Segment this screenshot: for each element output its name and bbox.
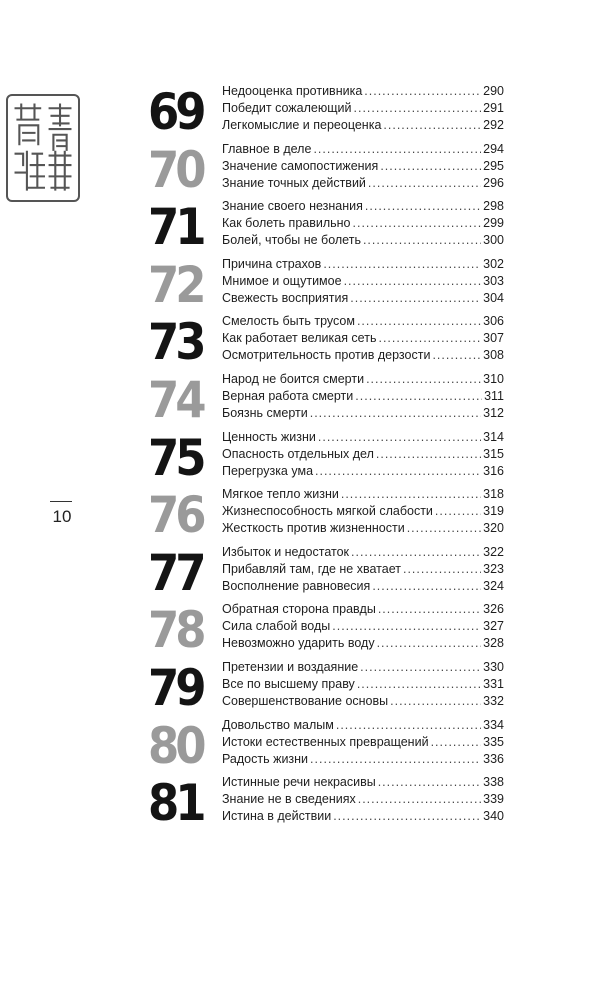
toc-entry-page: 323 bbox=[483, 561, 504, 576]
toc-entry[interactable] bbox=[222, 618, 504, 635]
toc-entry[interactable] bbox=[222, 659, 504, 676]
toc-entry-title: Сила слабой воды bbox=[222, 619, 331, 634]
dot-leader bbox=[363, 232, 481, 249]
toc-entry[interactable] bbox=[222, 429, 504, 446]
toc-entry-title: Смелость быть трусом bbox=[222, 314, 355, 329]
toc-entry-title: Как болеть правильно bbox=[222, 216, 351, 231]
dot-leader bbox=[315, 463, 481, 480]
toc-entry[interactable] bbox=[222, 635, 504, 652]
toc-entry-title: Довольство малым bbox=[222, 717, 334, 732]
dot-leader bbox=[368, 175, 481, 192]
toc-entry-page: 304 bbox=[483, 290, 504, 305]
toc-entry[interactable] bbox=[222, 486, 504, 503]
toc-entry[interactable] bbox=[222, 256, 504, 273]
toc-entry-title: Знание точных действий bbox=[222, 175, 366, 190]
chapter-number: 77 bbox=[148, 543, 203, 602]
dot-leader bbox=[336, 717, 481, 734]
toc-entry-page: 314 bbox=[483, 429, 504, 444]
dot-leader bbox=[364, 83, 481, 100]
toc-entry[interactable] bbox=[222, 388, 504, 405]
dot-leader bbox=[383, 117, 481, 134]
toc-entry-page: 339 bbox=[483, 792, 504, 807]
dot-leader bbox=[372, 578, 481, 595]
dot-leader bbox=[332, 618, 481, 635]
dot-leader bbox=[360, 659, 481, 676]
dot-leader bbox=[344, 273, 482, 290]
toc-entry[interactable] bbox=[222, 446, 504, 463]
chapter-number: 76 bbox=[148, 486, 203, 545]
dot-leader bbox=[365, 198, 481, 215]
toc-entry-page: 310 bbox=[483, 372, 504, 386]
toc-entry[interactable] bbox=[222, 544, 504, 561]
toc-entry-title: Невозможно ударить воду bbox=[222, 636, 375, 651]
toc-entry[interactable] bbox=[222, 83, 504, 100]
toc-entry-title: Как работает великая сеть bbox=[222, 331, 377, 346]
toc-entry-title: Перегрузка ума bbox=[222, 463, 314, 478]
dot-leader bbox=[354, 100, 482, 117]
toc-entry[interactable] bbox=[222, 371, 504, 388]
toc-entry-page: 334 bbox=[483, 717, 504, 732]
dot-leader bbox=[313, 141, 481, 158]
toc-entry[interactable] bbox=[222, 751, 504, 768]
toc-chapter-4 bbox=[148, 310, 504, 372]
toc-entry-title: Истина в действии bbox=[222, 809, 332, 824]
toc-entry-page: 335 bbox=[483, 734, 504, 749]
dot-leader bbox=[310, 751, 481, 768]
chapter-number: 72 bbox=[148, 255, 203, 314]
toc-entry-title: Мягкое тепло жизни bbox=[222, 487, 339, 502]
chapter-number: 69 bbox=[148, 83, 203, 141]
toc-entry[interactable] bbox=[222, 601, 504, 618]
toc-entry[interactable] bbox=[222, 676, 504, 693]
toc-entry-title: Народ не боится смерти bbox=[222, 372, 365, 386]
dot-leader bbox=[403, 561, 481, 578]
dot-leader bbox=[310, 405, 481, 422]
dot-leader bbox=[350, 290, 481, 307]
dot-leader bbox=[407, 520, 481, 537]
toc-entry-title: Жесткость против жизненности bbox=[222, 521, 405, 536]
toc-entry[interactable] bbox=[222, 313, 504, 330]
toc-entry-page: 336 bbox=[483, 751, 504, 766]
toc-entry-page: 294 bbox=[483, 141, 504, 156]
toc-entry-title: Жизнеспособность мягкой слабости bbox=[222, 504, 433, 519]
toc-entry-page: 338 bbox=[483, 775, 504, 790]
chapter-number: 79 bbox=[148, 659, 203, 717]
toc-entry-page: 327 bbox=[483, 619, 504, 634]
toc-entry-title: Все по высшему праву bbox=[222, 677, 355, 691]
chapter-number: 74 bbox=[148, 371, 203, 429]
toc-chapter-0 bbox=[148, 80, 504, 141]
toc-entry-page: 332 bbox=[483, 694, 504, 708]
chapter-number: 73 bbox=[148, 313, 203, 372]
toc-entry-title: Истоки естественных превращений bbox=[222, 734, 429, 749]
toc-chapter-3 bbox=[148, 253, 504, 314]
toc-entry-page: 295 bbox=[483, 158, 504, 173]
toc-entry-page: 316 bbox=[483, 463, 504, 478]
toc-entry-title: Боязнь смерти bbox=[222, 406, 308, 420]
toc-chapter-11 bbox=[148, 714, 504, 775]
toc-entry-title: Совершенствование основы bbox=[222, 694, 389, 708]
toc-entry-title: Истинные речи некрасивы bbox=[222, 775, 376, 790]
toc-entry-page: 328 bbox=[483, 636, 504, 651]
toc-chapter-1 bbox=[148, 138, 504, 199]
toc-entry-page: 319 bbox=[483, 504, 504, 519]
dot-leader bbox=[357, 313, 481, 330]
toc-entry[interactable] bbox=[222, 141, 504, 158]
toc-chapter-7 bbox=[148, 483, 504, 545]
toc-entry-title: Верная работа смерти bbox=[222, 389, 354, 403]
toc-entry-title: Опасность отдельных дел bbox=[222, 446, 374, 461]
toc-entry-page: 330 bbox=[483, 660, 504, 674]
dot-leader bbox=[432, 347, 481, 364]
toc-entry-page: 324 bbox=[483, 578, 504, 593]
toc-entry-page: 320 bbox=[483, 521, 504, 536]
toc-entry-title: Недооценка противника bbox=[222, 84, 363, 98]
toc-entry[interactable] bbox=[222, 405, 504, 422]
toc-entry[interactable] bbox=[222, 717, 504, 734]
toc-entry[interactable] bbox=[222, 561, 504, 578]
toc-entry-title: Главное в деле bbox=[222, 141, 312, 156]
dot-leader bbox=[390, 693, 481, 710]
chapter-number: 71 bbox=[148, 198, 203, 257]
toc-entry[interactable] bbox=[222, 463, 504, 480]
toc-entry-title: Восполнение равновесия bbox=[222, 578, 371, 593]
toc-entry-page: 296 bbox=[483, 175, 504, 190]
dot-leader bbox=[380, 158, 481, 175]
chapter-number: 78 bbox=[148, 601, 203, 660]
toc-chapter-5 bbox=[148, 368, 504, 429]
toc-entry[interactable] bbox=[222, 774, 504, 791]
toc-entry-title: Причина страхов bbox=[222, 256, 322, 271]
dot-leader bbox=[378, 330, 481, 347]
toc-entry-title: Легкомыслие и переоценка bbox=[222, 118, 382, 132]
toc-entry[interactable] bbox=[222, 273, 504, 290]
dot-leader bbox=[323, 256, 481, 273]
toc-entry-page: 322 bbox=[483, 544, 504, 559]
toc-entry-page: 331 bbox=[483, 677, 504, 691]
dot-leader bbox=[358, 791, 481, 808]
toc-entry[interactable] bbox=[222, 290, 504, 307]
dot-leader bbox=[378, 601, 481, 618]
toc-entry-title: Победит сожалеющий bbox=[222, 101, 352, 115]
toc-entry-page: 311 bbox=[484, 389, 504, 403]
toc-entry-page: 308 bbox=[483, 348, 504, 363]
toc-entry-page: 292 bbox=[483, 118, 504, 132]
toc-entry[interactable] bbox=[222, 734, 504, 751]
toc-entry-page: 326 bbox=[483, 602, 504, 617]
toc-entry[interactable] bbox=[222, 232, 504, 249]
page-number: 10 bbox=[52, 507, 72, 526]
toc-entry[interactable] bbox=[222, 808, 504, 825]
toc-entry[interactable] bbox=[222, 158, 504, 175]
toc-entry-title: Обратная сторона правды bbox=[222, 602, 376, 617]
toc-entry-title: Претензии и воздаяние bbox=[222, 660, 359, 674]
toc-entry-page: 300 bbox=[483, 233, 504, 248]
dot-leader bbox=[377, 635, 482, 652]
toc-entry-title: Радость жизни bbox=[222, 751, 309, 766]
toc-entry[interactable] bbox=[222, 520, 504, 537]
dot-leader bbox=[355, 388, 482, 405]
toc-entry-title: Мнимое и ощутимое bbox=[222, 273, 342, 288]
dot-leader bbox=[431, 734, 482, 751]
dot-leader bbox=[378, 774, 481, 791]
dot-leader bbox=[435, 503, 481, 520]
toc-entry-page: 306 bbox=[483, 314, 504, 329]
toc-entry[interactable] bbox=[222, 100, 504, 117]
toc-entry[interactable] bbox=[222, 330, 504, 347]
dot-leader bbox=[366, 371, 481, 388]
toc-entry-title: Знание своего незнания bbox=[222, 199, 363, 214]
dot-leader bbox=[333, 808, 481, 825]
toc-entry-page: 315 bbox=[483, 446, 504, 461]
dot-leader bbox=[353, 215, 482, 232]
toc-entry-title: Прибавляй там, где не хватает bbox=[222, 561, 401, 576]
toc-entry-page: 291 bbox=[483, 101, 504, 115]
toc-entry-title: Значение самопостижения bbox=[222, 158, 379, 173]
toc-entry-page: 312 bbox=[483, 406, 504, 420]
toc-entry-page: 290 bbox=[483, 84, 504, 98]
toc-entry[interactable] bbox=[222, 693, 504, 710]
toc-entry-title: Знание не в сведениях bbox=[222, 792, 356, 807]
toc-chapter-8 bbox=[148, 541, 504, 602]
toc-chapter-12 bbox=[148, 771, 504, 833]
toc-entry-page: 299 bbox=[483, 216, 504, 231]
chapter-number: 75 bbox=[148, 428, 203, 487]
toc-entry-page: 307 bbox=[483, 331, 504, 346]
toc-entry-page: 302 bbox=[483, 256, 504, 271]
toc-entry-title: Болей, чтобы не болеть bbox=[222, 233, 361, 248]
chapter-number: 81 bbox=[148, 774, 203, 833]
toc-entry-title: Свежесть восприятия bbox=[222, 290, 349, 305]
toc-entry-page: 318 bbox=[483, 487, 504, 502]
toc-entry[interactable] bbox=[222, 117, 504, 134]
toc-entry-title: Ценность жизни bbox=[222, 429, 316, 444]
toc-entry-title: Осмотрительность против дерзости bbox=[222, 348, 431, 363]
toc-entry-page: 340 bbox=[483, 809, 504, 824]
toc-chapter-2 bbox=[148, 195, 504, 257]
toc-entry-page: 298 bbox=[483, 199, 504, 214]
dot-leader bbox=[376, 446, 481, 463]
toc-entry[interactable] bbox=[222, 175, 504, 192]
toc-entry[interactable] bbox=[222, 791, 504, 808]
toc-chapter-6 bbox=[148, 426, 504, 487]
toc-entry[interactable] bbox=[222, 347, 504, 364]
dot-leader bbox=[357, 676, 481, 693]
chapter-number: 70 bbox=[148, 140, 203, 199]
toc-chapter-9 bbox=[148, 598, 504, 660]
toc-entry[interactable] bbox=[222, 198, 504, 215]
chapter-number: 80 bbox=[148, 716, 203, 775]
dot-leader bbox=[318, 429, 481, 446]
dot-leader bbox=[351, 544, 481, 561]
toc-entry[interactable] bbox=[222, 578, 504, 595]
toc-chapter-10 bbox=[148, 656, 504, 717]
toc-entry-title: Избыток и недостаток bbox=[222, 544, 349, 559]
dot-leader bbox=[341, 486, 481, 503]
toc-entry[interactable] bbox=[222, 215, 504, 232]
toc-entry[interactable] bbox=[222, 503, 504, 520]
toc-entry-page: 303 bbox=[483, 273, 504, 288]
